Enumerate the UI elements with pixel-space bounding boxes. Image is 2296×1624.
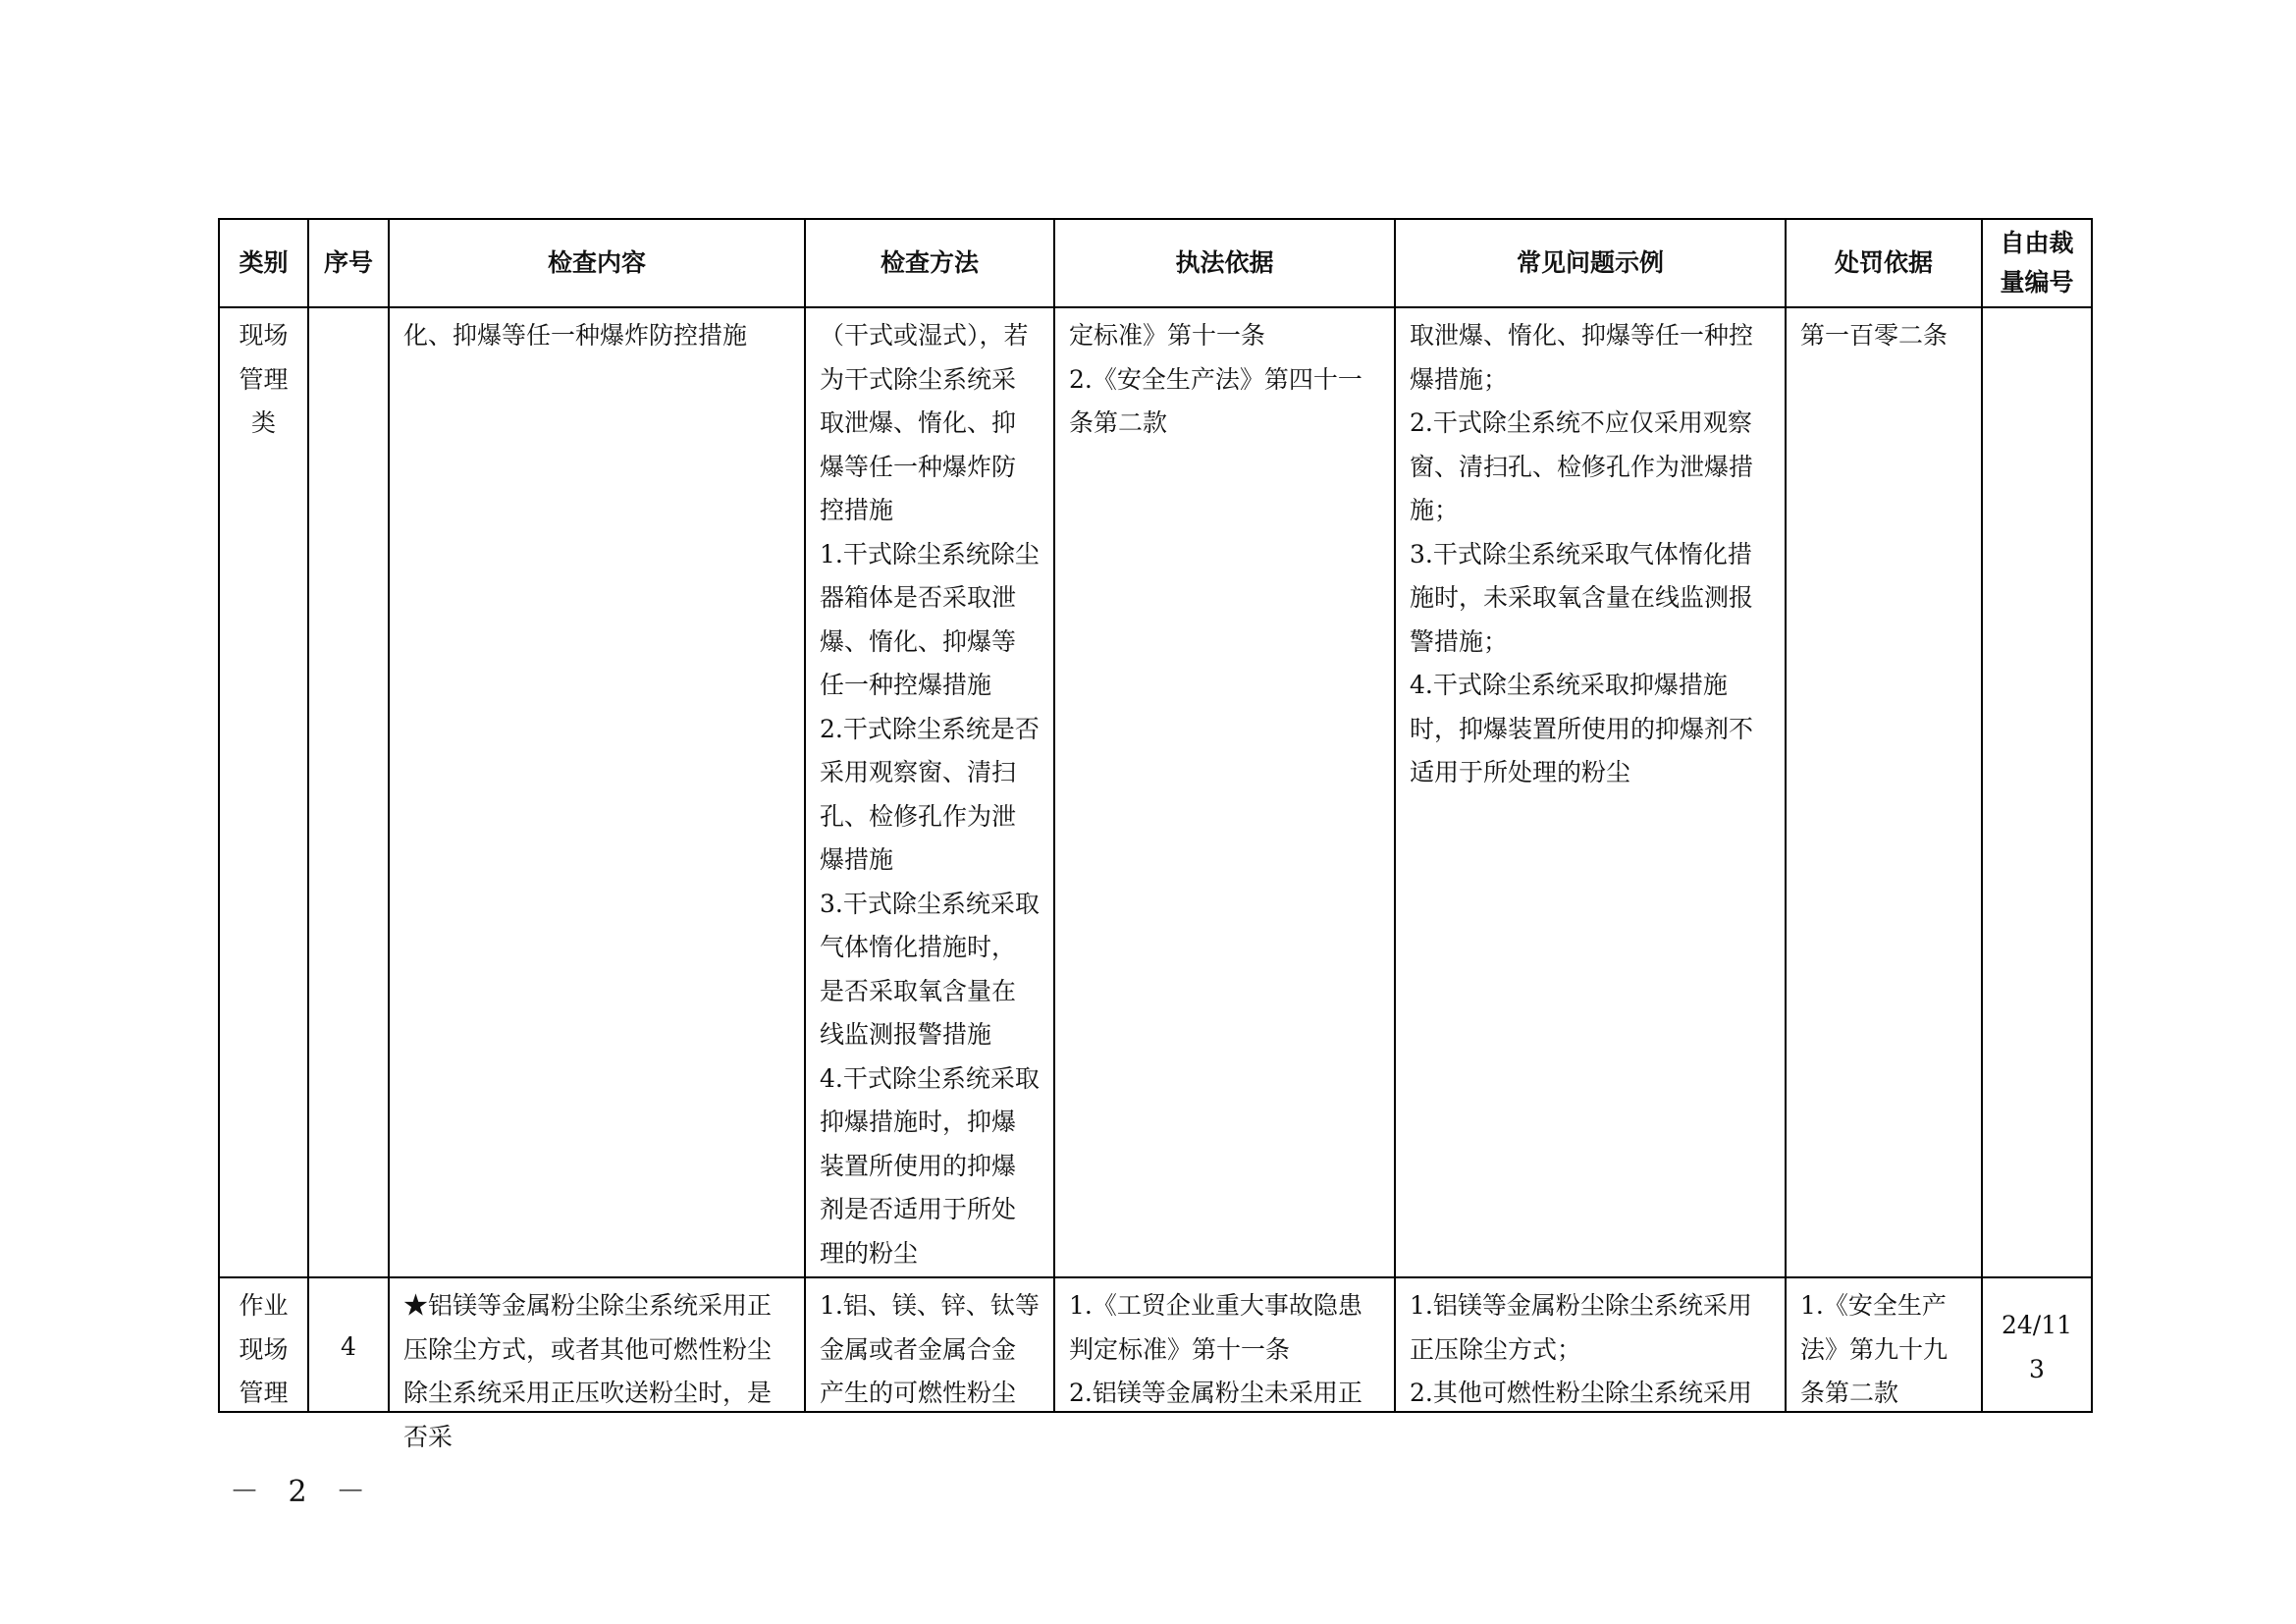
penalty-line: 第一百零二条 bbox=[1800, 321, 1949, 350]
cell-serial: 4 bbox=[308, 1277, 389, 1412]
category-text: 作业现场管理 bbox=[239, 1291, 289, 1407]
cell-basis bbox=[1054, 307, 1395, 1277]
basis-line: 2.铝镁等金属粉尘未采用正 bbox=[1069, 1379, 1362, 1407]
cell-basis bbox=[1054, 1277, 1395, 1412]
method-line: 3.干式除尘系统采取气体惰化措施时，是否采取氧含量在线监测报警措施 bbox=[820, 889, 1040, 1049]
cell-content bbox=[389, 307, 805, 1277]
basis-line: 定标准》第十一条 bbox=[1069, 321, 1266, 350]
cell-penalty bbox=[1786, 307, 1982, 1277]
cell-discretion bbox=[1982, 307, 2092, 1277]
method-line: （干式或湿式），若为干式除尘系统采取泄爆、惰化、抑爆等任一种爆炸防控措施 bbox=[820, 321, 1029, 524]
header-basis: 执法依据 bbox=[1054, 219, 1395, 307]
cell-problems bbox=[1395, 307, 1786, 1277]
basis-line: 2.《安全生产法》第四十一条第二款 bbox=[1069, 364, 1362, 437]
problem-line: 4.干式除尘系统采取抑爆措施时，抑爆装置所使用的抑爆剂不适用于所处理的粉尘 bbox=[1410, 671, 1754, 786]
basis-line: 1.《工贸企业重大事故隐患判定标准》第十一条 bbox=[1069, 1291, 1362, 1364]
header-method: 检查方法 bbox=[805, 219, 1054, 307]
table-header-row bbox=[219, 219, 2092, 307]
problem-line: 3.干式除尘系统采取气体惰化措施时，未采取氧含量在线监测报警措施； bbox=[1410, 539, 1754, 656]
cell-discretion: 24/113 bbox=[1982, 1277, 2092, 1412]
method-line: 4.干式除尘系统采取抑爆措施时，抑爆装置所使用的抑爆剂是否适用于所处理的粉尘 bbox=[820, 1063, 1040, 1268]
header-penalty: 处罚依据 bbox=[1786, 219, 1982, 307]
cell-problems bbox=[1395, 1277, 1786, 1412]
page-number: － 2 － bbox=[230, 1475, 376, 1509]
method-line: 2.干式除尘系统是否采用观察窗、清扫孔、检修孔作为泄爆措施 bbox=[820, 714, 1040, 874]
table-row bbox=[219, 1277, 2092, 1412]
cell-content bbox=[389, 1277, 805, 1451]
cell-penalty bbox=[1786, 1277, 1982, 1412]
problem-line: 2.其他可燃性粉尘除尘系统采用 bbox=[1410, 1379, 1752, 1407]
cell-method bbox=[805, 1277, 1054, 1412]
header-discretion: 自由裁量编号 bbox=[1982, 219, 2092, 307]
method-line: 1.铝、镁、锌、钛等金属或者金属合金产生的可燃性粉尘 bbox=[820, 1291, 1040, 1407]
method-line: 1.干式除尘系统除尘器箱体是否采取泄爆、惰化、抑爆等任一种控爆措施 bbox=[820, 539, 1040, 699]
problem-line: 取泄爆、惰化、抑爆等任一种控爆措施； bbox=[1410, 321, 1754, 394]
cell-serial bbox=[308, 307, 389, 1277]
penalty-line: 1.《安全生产法》第九十九条第二款 bbox=[1800, 1291, 1949, 1407]
content-line: 化、抑爆等任一种爆炸防控措施 bbox=[403, 321, 748, 350]
header-category: 类别 bbox=[219, 219, 308, 307]
cell-category: 现场管理类 bbox=[219, 307, 308, 1277]
content-line: ★铝镁等金属粉尘除尘系统采用正压除尘方式，或者其他可燃性粉尘除尘系统采用正压吹送粉尘时，是否采 bbox=[403, 1291, 773, 1451]
cell-method bbox=[805, 307, 1054, 1277]
inspection-table bbox=[218, 218, 2093, 1451]
header-serial: 序号 bbox=[308, 219, 389, 307]
problem-line: 2.干式除尘系统不应仅采用观察窗、清扫孔、检修孔作为泄爆措施； bbox=[1410, 408, 1754, 524]
table-row bbox=[219, 307, 2092, 1277]
header-problems: 常见问题示例 bbox=[1395, 219, 1786, 307]
problem-line: 1.铝镁等金属粉尘除尘系统采用正压除尘方式； bbox=[1410, 1291, 1752, 1364]
cell-category bbox=[219, 1277, 308, 1412]
header-content: 检查内容 bbox=[389, 219, 805, 307]
